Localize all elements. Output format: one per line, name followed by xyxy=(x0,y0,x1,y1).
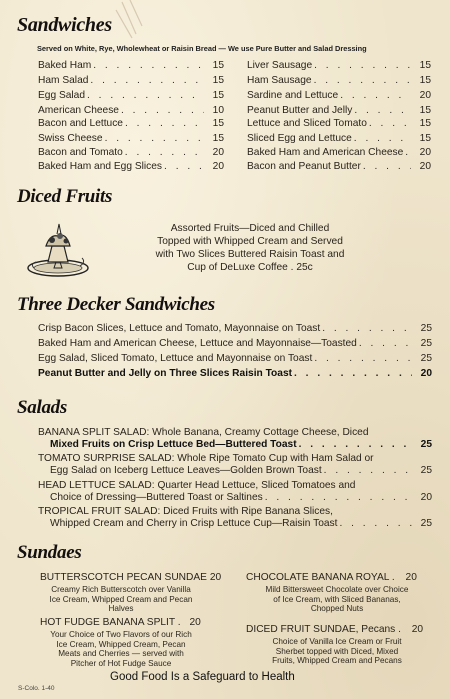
sundae-desc: Choice of Vanilla Ice Cream or Fruit Sherbet topped with Diced, Mixed Fruits, Whipped Cream and Pecans xyxy=(272,637,402,666)
list-item xyxy=(38,75,224,86)
item-price: 25 xyxy=(420,353,432,364)
item-name: Egg Salad on Iceberg Lettuce Leaves—Golden Brown Toast xyxy=(50,465,322,476)
diced-fruits-line: with Two Slices Buttered Raisin Toast and xyxy=(155,249,345,260)
item-price: 15 xyxy=(419,133,431,144)
list-item xyxy=(50,518,432,529)
list-item xyxy=(247,105,431,116)
list-item xyxy=(38,133,224,144)
item-name: Bacon and Lettuce xyxy=(38,118,123,129)
item-price: 20 xyxy=(420,368,432,379)
list-item xyxy=(247,90,431,101)
item-name: Ham Sausage xyxy=(247,75,312,86)
item-name: Ham Salad xyxy=(38,75,89,86)
sundae-name: BUTTERSCOTCH PECAN SUNDAE 20 xyxy=(40,572,222,583)
item-name: Sliced Egg and Lettuce xyxy=(247,133,352,144)
item-price: 25 xyxy=(420,518,432,529)
list-item xyxy=(38,161,224,172)
item-name: Baked Ham and American Cheese, Lettuce and Mayonnaise—Toasted xyxy=(38,338,357,349)
list-item xyxy=(38,105,224,116)
item-price: 15 xyxy=(212,90,224,101)
list-item xyxy=(50,492,432,503)
item-price: 20 xyxy=(411,624,424,635)
item-price: 15 xyxy=(419,60,431,71)
item-name: Bacon and Peanut Butter xyxy=(247,161,361,172)
sundae-illustration xyxy=(26,216,90,278)
item-name: Choice of Dressing—Buttered Toast or Saltines xyxy=(50,492,263,503)
list-item xyxy=(38,323,432,334)
salad-line: TROPICAL FRUIT SALAD: Diced Fruits with Ripe Banana Slices, xyxy=(38,506,333,517)
item-price: 20 xyxy=(419,90,431,101)
list-item xyxy=(38,147,224,158)
item-price: 20 xyxy=(419,147,431,158)
item-price: 20 xyxy=(419,161,431,172)
list-item xyxy=(247,147,431,158)
list-item xyxy=(50,439,432,450)
item-price: 15 xyxy=(419,75,431,86)
list-item xyxy=(247,161,431,172)
item-price: 15 xyxy=(419,118,431,129)
item-name: Baked Ham and Egg Slices xyxy=(38,161,163,172)
item-price: 25 xyxy=(420,439,432,450)
sundae-desc: Your Choice of Two Flavors of our Rich Ice Cream, Whipped Cream, Pecan Meats and Cherries — served with Pitcher of Hot Fudge Sauce xyxy=(50,630,192,668)
footer-slogan: Good Food Is a Safeguard to Health xyxy=(110,671,295,683)
item-name: Crisp Bacon Slices, Lettuce and Tomato, Mayonnaise on Toast xyxy=(38,323,321,334)
diced-fruits-heading: Diced Fruits xyxy=(17,186,113,207)
item-price: 15 xyxy=(212,118,224,129)
list-item xyxy=(38,90,224,101)
item-name: Sardine and Lettuce xyxy=(247,90,339,101)
sundae-desc: Creamy Rich Butterscotch over Vanilla Ice Cream, Whipped Cream and Pecan Halves xyxy=(49,585,193,614)
item-name: Swiss Cheese xyxy=(38,133,103,144)
list-item xyxy=(38,60,224,71)
item-price: 25 xyxy=(420,465,432,476)
sundaes-heading: Sundaes xyxy=(17,542,82,563)
list-item xyxy=(38,368,432,379)
item-name: Egg Salad, Sliced Tomato, Lettuce and Mayonnaise on Toast xyxy=(38,353,313,364)
three-decker-heading: Three Decker Sandwiches xyxy=(17,294,215,315)
sundae-name: CHOCOLATE BANANA ROYAL . 20 xyxy=(246,572,417,583)
sundae-name: HOT FUDGE BANANA SPLIT . 20 xyxy=(40,617,201,628)
item-price: 25 xyxy=(420,323,432,334)
item-price: 20 xyxy=(212,161,224,172)
item-price: 20 xyxy=(209,572,222,583)
sandwiches-heading: Sandwiches xyxy=(17,14,112,36)
diced-fruits-line: Cup of DeLuxe Coffee . 25c xyxy=(187,262,313,273)
diced-fruits-line: Topped with Whipped Cream and Served xyxy=(157,236,343,247)
list-item xyxy=(247,133,431,144)
item-price: 15 xyxy=(212,133,224,144)
sandwiches-subheading: Served on White, Rye, Wholewheat or Raisin Bread — We use Pure Butter and Salad Dressing xyxy=(37,44,367,53)
salads-heading: Salads xyxy=(17,397,67,418)
sundae-name: DICED FRUIT SUNDAE, Pecans . 20 xyxy=(246,624,424,635)
list-item xyxy=(38,118,224,129)
item-name: Peanut Butter and Jelly xyxy=(247,105,353,116)
list-item xyxy=(247,118,431,129)
item-price: 20 xyxy=(405,572,417,583)
item-price: 20 xyxy=(420,492,432,503)
item-name: Mixed Fruits on Crisp Lettuce Bed—Buttered Toast xyxy=(50,439,297,450)
salad-line: HEAD LETTUCE SALAD: Quarter Head Lettuce, Sliced Tomatoes and xyxy=(38,480,356,491)
sundae-desc: Mild Bittersweet Chocolate over Choice of Ice Cream, with Sliced Bananas, Chopped Nuts xyxy=(265,585,409,614)
item-price: 20 xyxy=(189,617,201,628)
item-price: 15 xyxy=(212,60,224,71)
paper-stain xyxy=(112,0,152,40)
list-item xyxy=(247,75,431,86)
item-name: Baked Ham xyxy=(38,60,92,71)
item-name: Bacon and Tomato xyxy=(38,147,123,158)
salad-line: BANANA SPLIT SALAD: Whole Banana, Creamy Cottage Cheese, Diced xyxy=(38,427,369,438)
item-name: Liver Sausage xyxy=(247,60,313,71)
list-item xyxy=(247,60,431,71)
item-price: 25 xyxy=(420,338,432,349)
item-name: Lettuce and Sliced Tomato xyxy=(247,118,367,129)
item-name: Peanut Butter and Jelly on Three Slices Raisin Toast xyxy=(38,368,293,379)
diced-fruits-line: Assorted Fruits—Diced and Chilled xyxy=(170,223,330,234)
list-item xyxy=(50,465,432,476)
item-name: American Cheese xyxy=(38,105,119,116)
item-price: 10 xyxy=(212,105,224,116)
salad-line: TOMATO SURPRISE SALAD: Whole Ripe Tomato Cup with Ham Salad or xyxy=(38,453,374,464)
print-code: S-Colo. 1-40 xyxy=(18,685,55,692)
item-name: Egg Salad xyxy=(38,90,86,101)
list-item xyxy=(38,338,432,349)
item-price: 15 xyxy=(212,75,224,86)
item-name: Baked Ham and American Cheese xyxy=(247,147,404,158)
list-item xyxy=(38,353,432,364)
item-name: Whipped Cream and Cherry in Crisp Lettuce Cup—Raisin Toast xyxy=(50,518,338,529)
item-price: 20 xyxy=(212,147,224,158)
item-price: 15 xyxy=(419,105,431,116)
